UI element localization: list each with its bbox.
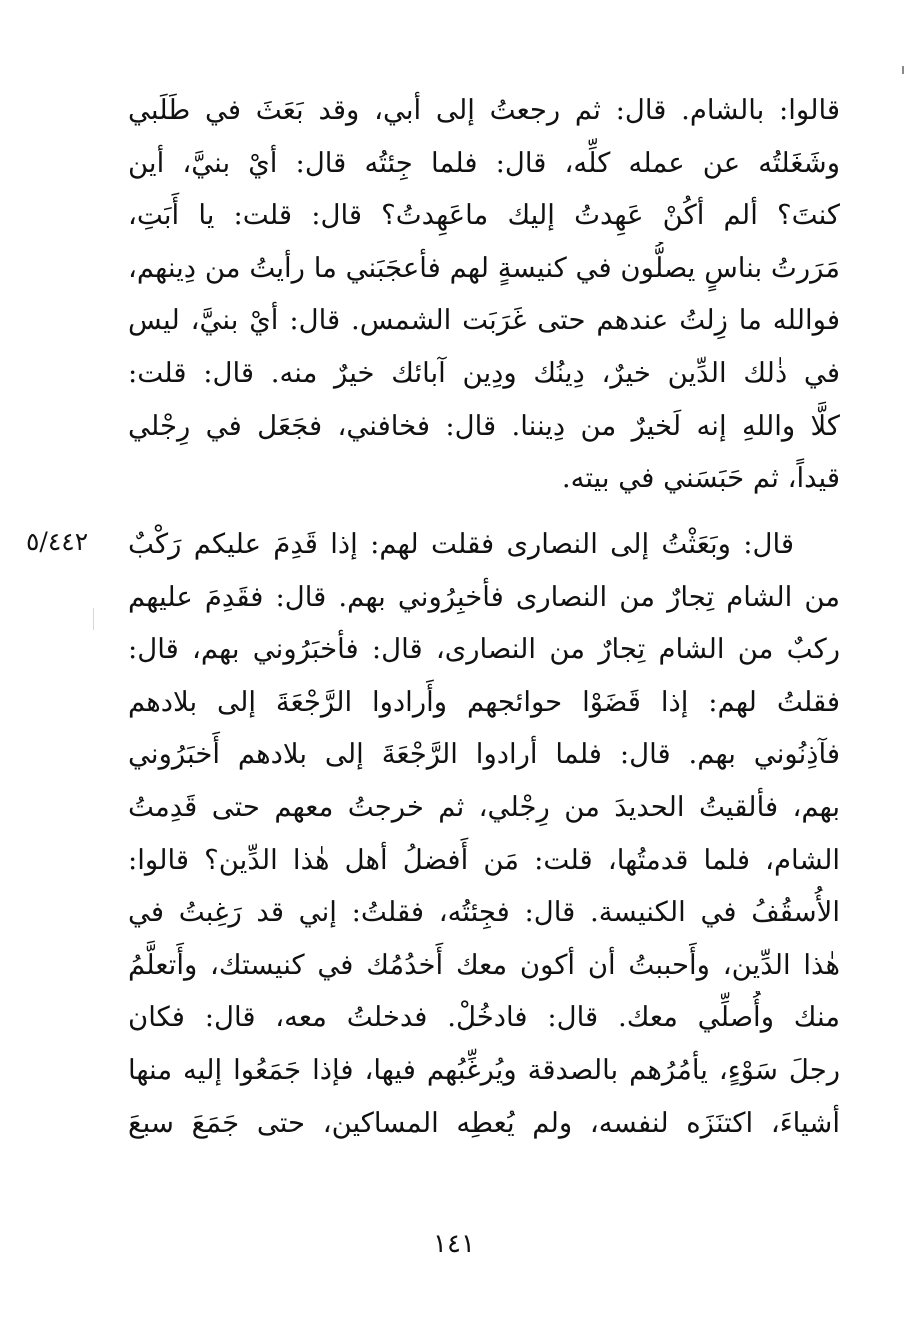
- text-line: قيداً، ثم حَبَسَني في بيته.: [561, 462, 840, 495]
- text-line: قال: وبَعَثْتُ إلى النصارى فقلت لهم: إذا قَدِمَ عليكم رَكْبٌ: [128, 528, 794, 560]
- text-line: منك وأُصلِّي معك. قال: فادخُلْ. فدخلتُ معه، قال: فكان: [128, 1001, 840, 1034]
- text-line: أشياءَ، اكتنَزَه لنفسه، ولم يُعطِه المساكين، حتى جَمَعَ سبعَ: [128, 1106, 840, 1139]
- text-line: قالوا: بالشام. قال: ثم رجعتُ إلى أبي، وقد بَعَثَ في طَلَبي: [128, 94, 840, 126]
- text-line: ركبٌ من الشام تِجارٌ من النصارى، قال: فأخبَرُوني بهم، قال:: [128, 633, 840, 666]
- text-line: الأُسقُفُ في الكنيسة. قال: فجِئتُه، فقلتُ: إني قد رَغِبتُ في: [128, 896, 840, 929]
- text-line: وشَغَلتُه عن عمله كلِّه، قال: فلما جِئتُه قال: أيْ بنيَّ، أين: [128, 146, 840, 179]
- text-line: فقلتُ لهم: إذا قَضَوْا حوائجهم وأَرادوا الرَّجْعَةَ إلى بلادهم: [128, 685, 840, 718]
- paragraph-2: [128, 518, 840, 1149]
- text-line: هٰذا الدِّين، وأَحببتُ أن أكون معك أَخدُمُك في كنيستك، وأَتعلَّمُ: [128, 948, 840, 981]
- text-line: بهم، فألقيتُ الحديدَ من رِجْلي، ثم خرجتُ معهم حتى قَدِمتُ: [128, 790, 840, 823]
- text-line: فآذِنُوني بهم. قال: فلما أرادوا الرَّجْعَةَ إلى بلادهم أَخبَرُوني: [128, 738, 840, 771]
- text-line: فوالله ما زِلتُ عندهم حتى غَرَبَت الشمس. قال: أيْ بنيَّ، ليس: [128, 304, 840, 337]
- margin-volume-page-reference: ٥/٤٤٢: [26, 527, 89, 556]
- paragraph-1: [128, 84, 840, 505]
- text-line: الشام، فلما قدمتُها، قلت: مَن أَفضلُ أهل هٰذا الدِّين؟ قالوا:: [128, 843, 840, 876]
- scan-speck: [93, 608, 94, 630]
- text-line: كلَّا واللهِ إنه لَخيرٌ من دِيننا. قال: فخافني، فجَعَل في رِجْلي: [128, 409, 840, 442]
- page-number: ١٤١: [433, 1229, 475, 1259]
- text-line: كنتَ؟ ألم أكُنْ عَهِدتُ إليك ماعَهِدتُ؟ قال: قلت: يا أَبَتِ،: [128, 199, 840, 232]
- text-line: في ذٰلك الدِّين خيرٌ، دِينُك ودِين آبائك خيرٌ منه. قال: قلت:: [128, 356, 840, 389]
- scan-speck: [902, 66, 904, 74]
- text-line: مَرَرتُ بناسٍ يصلُّون في كنيسةٍ لهم فأعجَبَني ما رأيتُ من دِينهم،: [128, 251, 840, 284]
- text-line: من الشام تِجارٌ من النصارى فأخبِرُوني بهم. قال: فقَدِمَ عليهم: [128, 580, 840, 613]
- text-line: رجلَ سَوْءٍ، يأمُرُهم بالصدقة ويُرغِّبُهم فيها، فإذا جَمَعُوا إليه منها: [128, 1053, 840, 1086]
